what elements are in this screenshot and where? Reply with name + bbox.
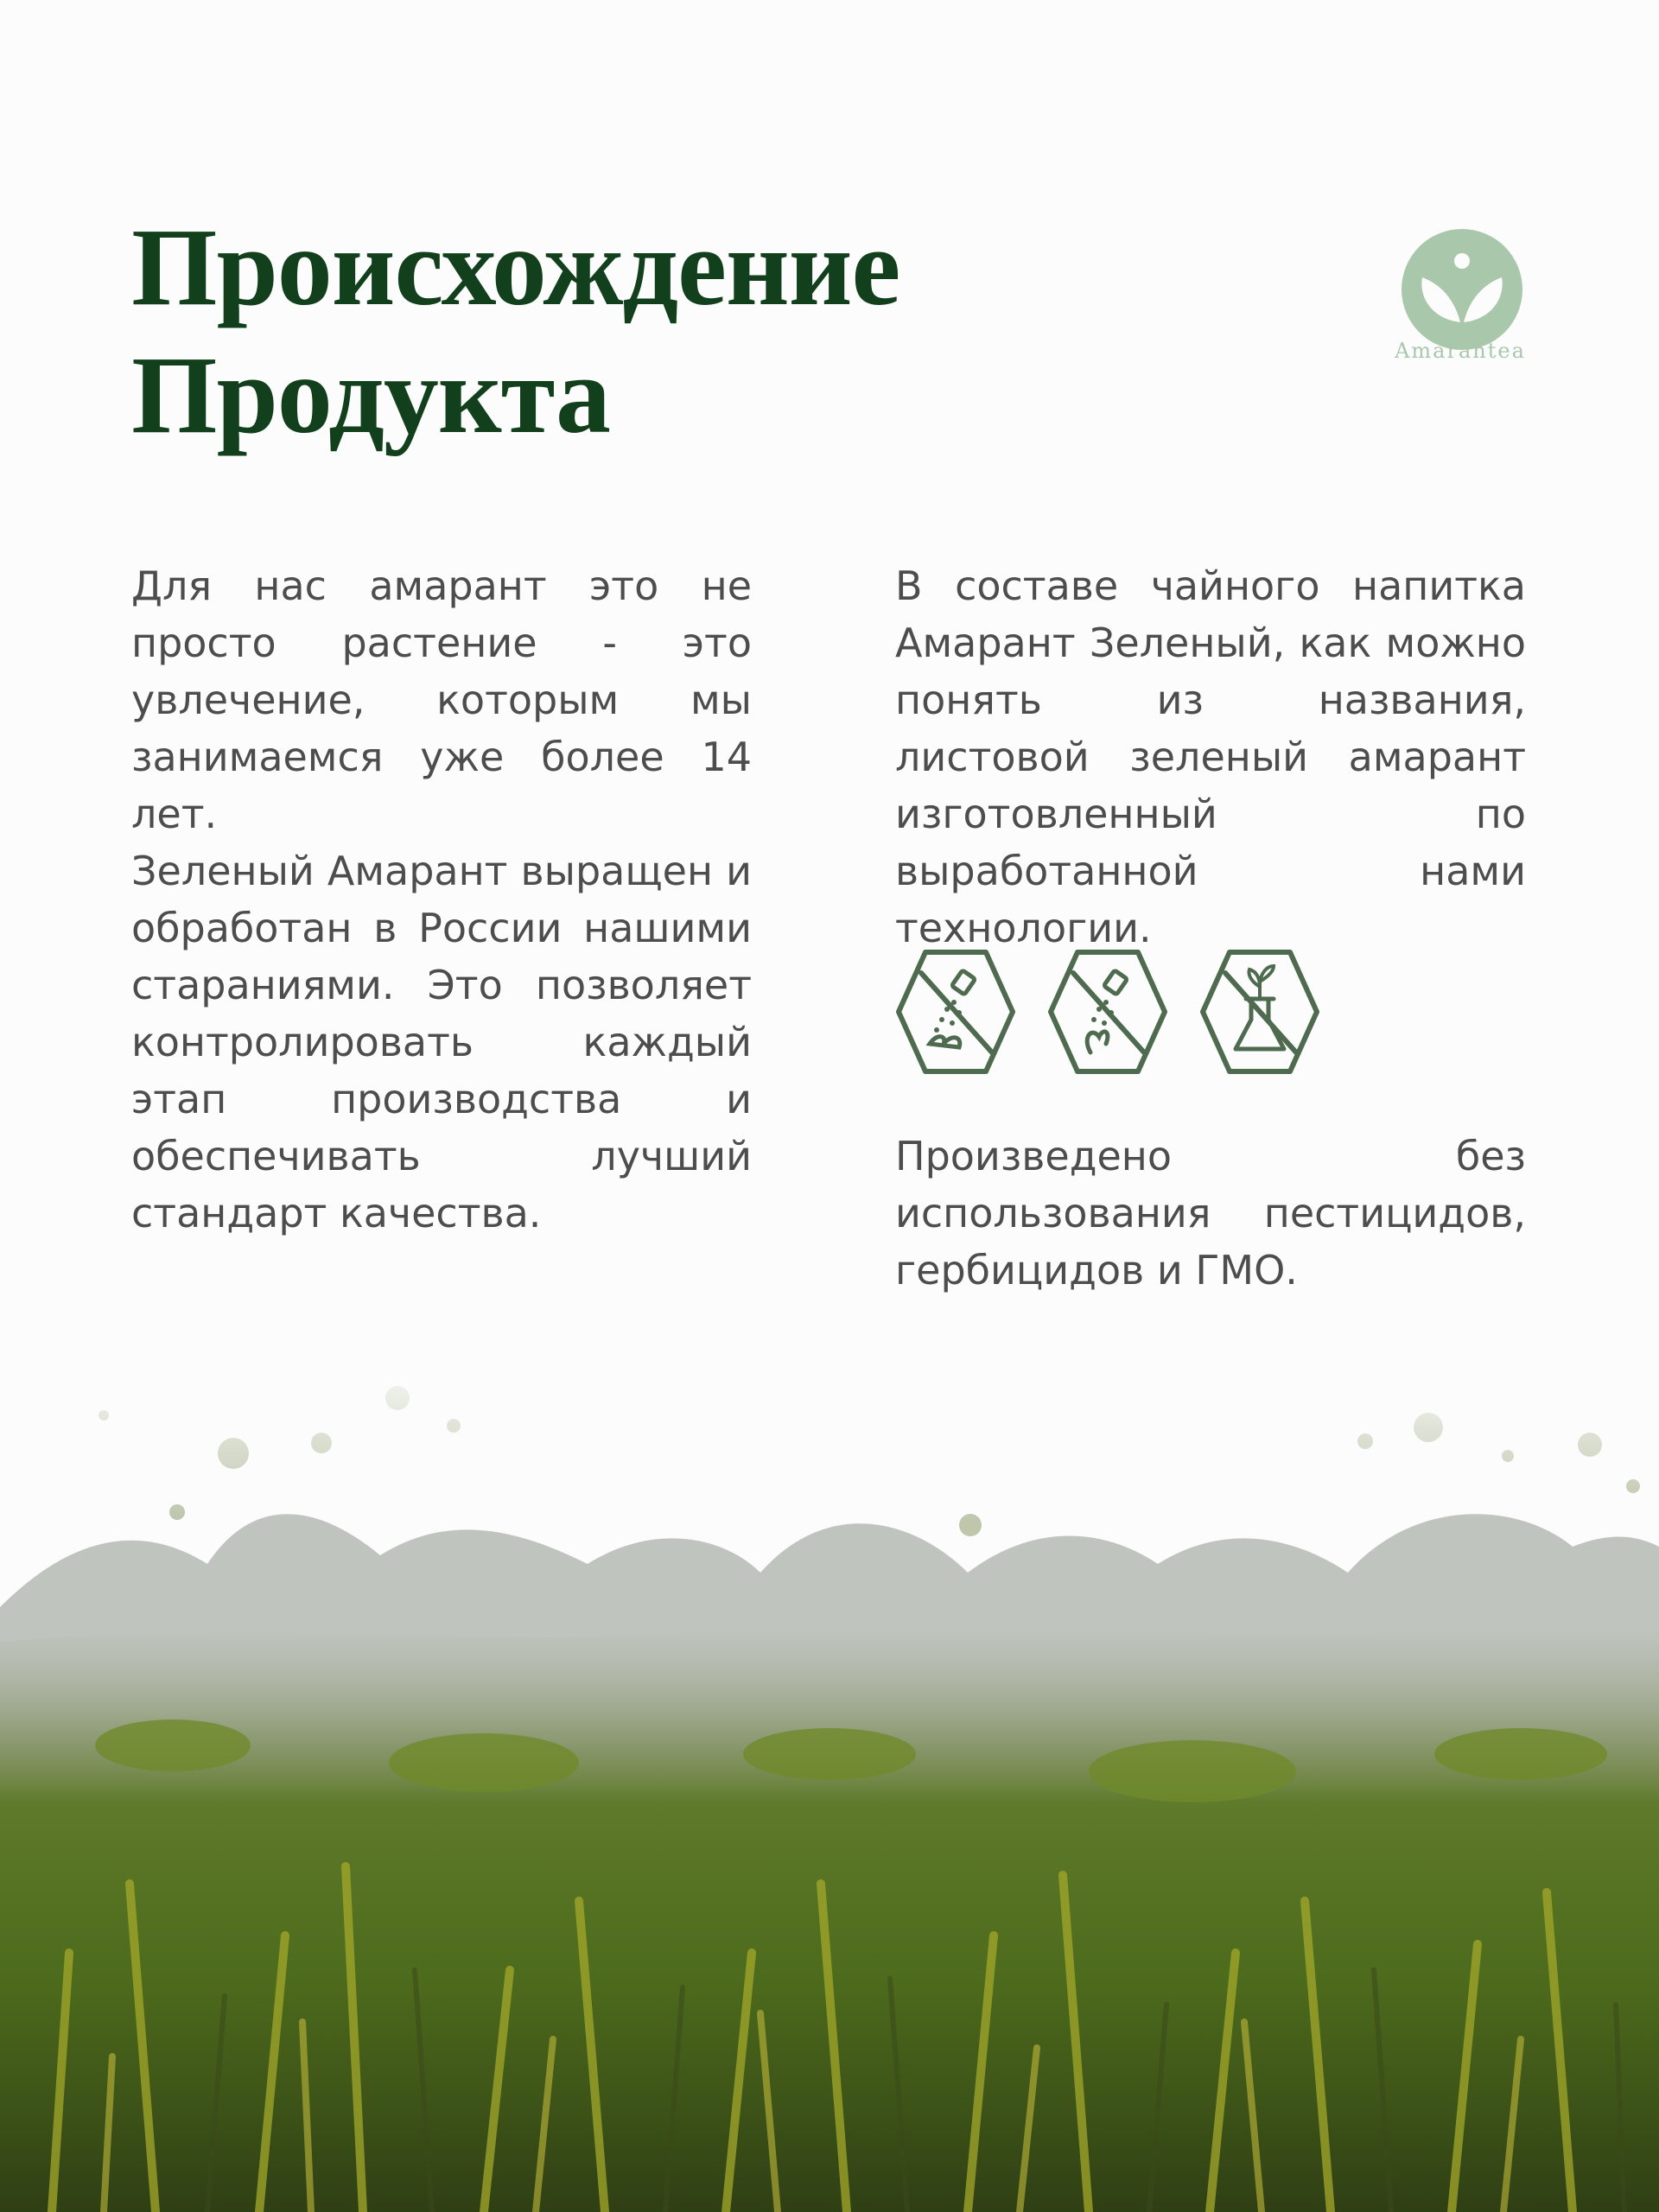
no-herbicides-icon — [1047, 947, 1168, 1077]
title-line-1: Происхождение — [131, 206, 900, 328]
no-pesticides-icon — [895, 947, 1016, 1077]
origin-paragraph: Зеленый Амарант выращен и обработан в России нашими стараниями. Это позволяет контролировать каждый этап производства и обеспечивать лучший стандарт качества. — [131, 848, 752, 1236]
intro-paragraph: Для нас амарант это не просто растение - это увлечение, которым мы занимаемся уже более 14 лет. — [131, 563, 752, 837]
amaranth-field-illustration — [0, 1348, 1659, 2212]
no-chemicals-paragraph: Произведено без использования пестицидов, гербицидов и ГМО. — [895, 1133, 1526, 1294]
no-gmo-icon — [1199, 947, 1320, 1077]
title-line-2: Продукта — [131, 334, 610, 456]
page-title — [131, 203, 899, 459]
quality-badges — [895, 947, 1327, 1077]
brand-name: Amarantea — [1395, 339, 1526, 363]
composition-paragraph: В составе чайного напитка Амарант Зеленый, как можно понять из названия, листовой зеленый амарант изготовленный по выработанной нами технологии. — [895, 563, 1526, 951]
